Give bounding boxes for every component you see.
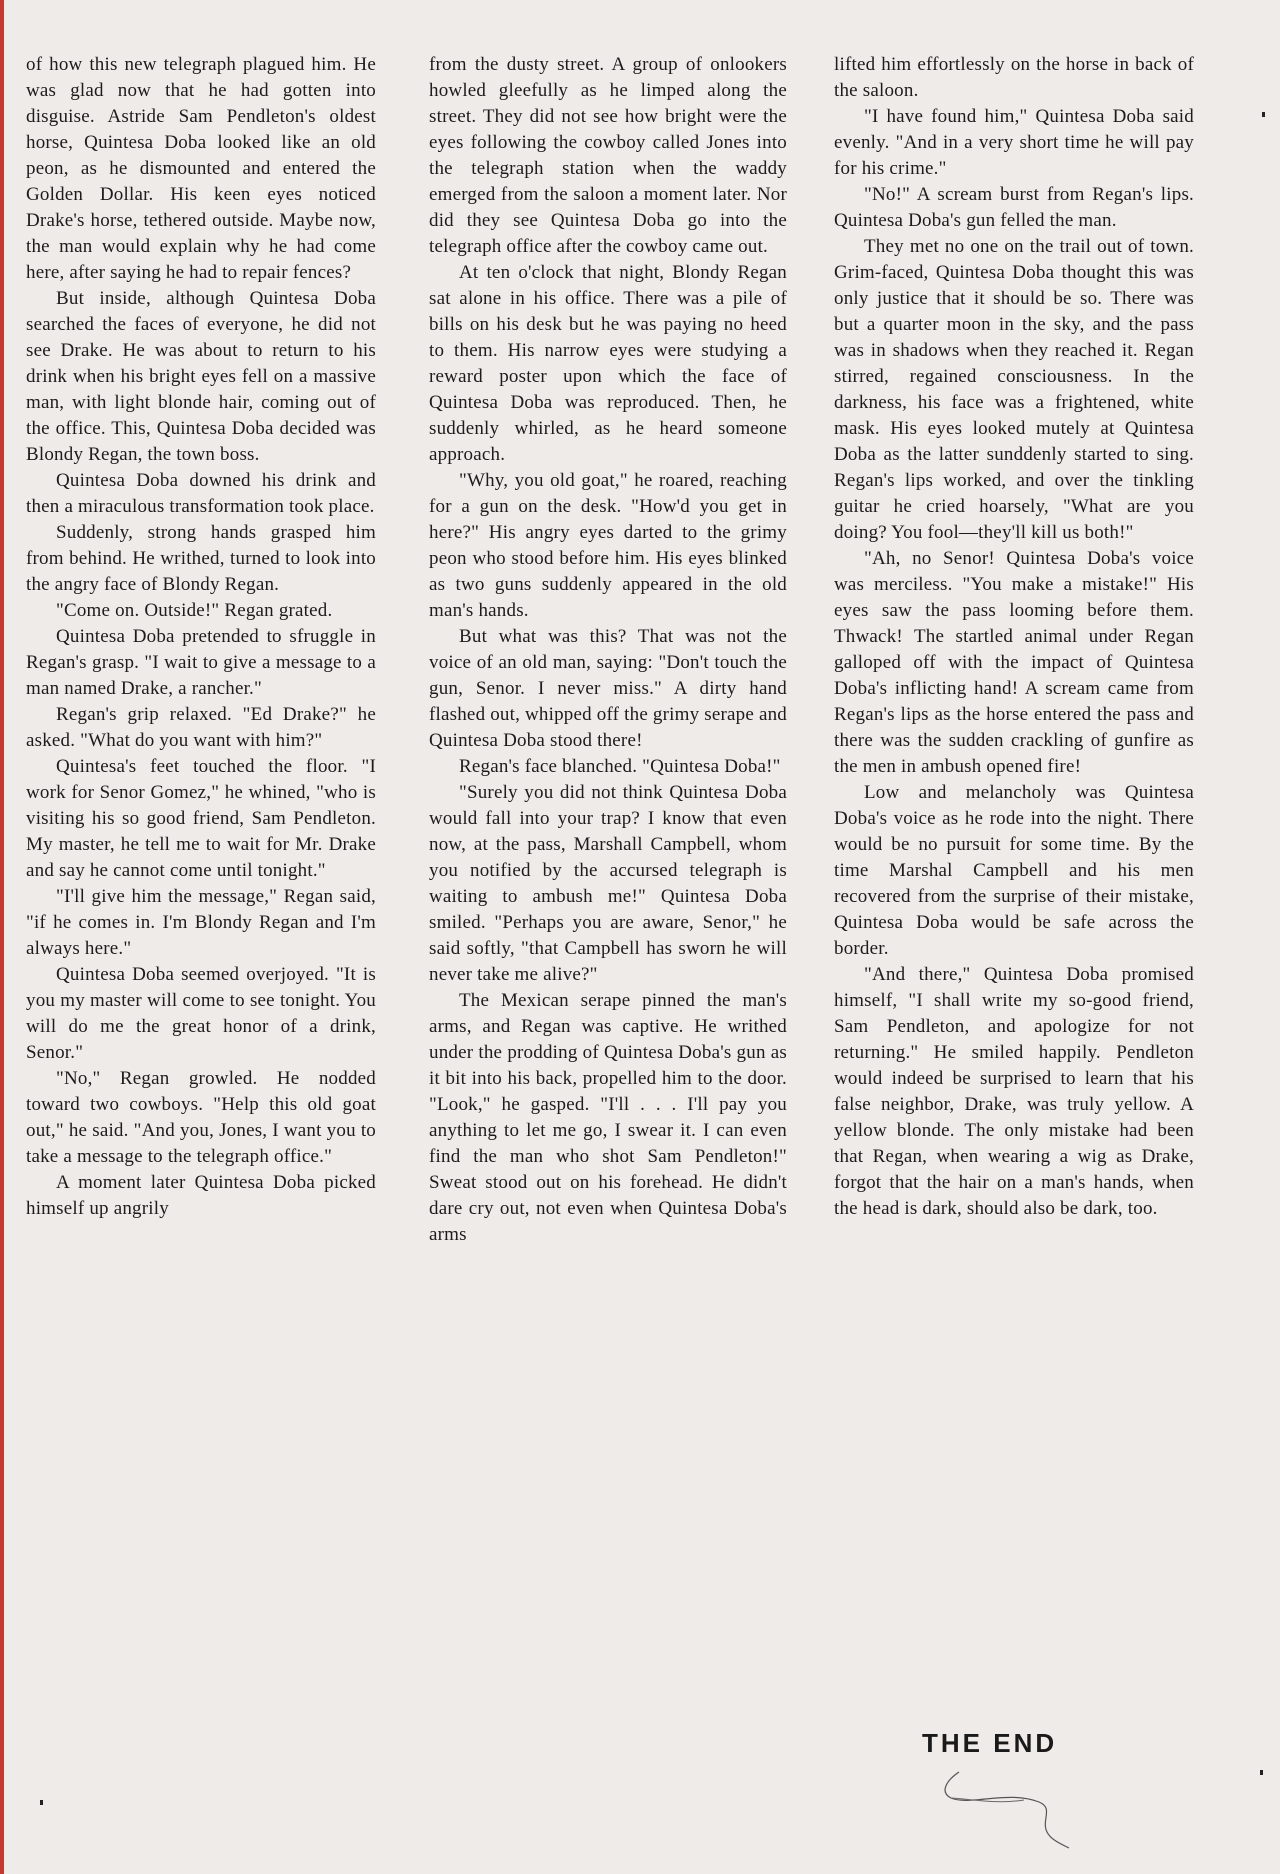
print-speck [40, 1800, 43, 1805]
paragraph: "I have found him," Quintesa Doba said evenly. "And in a very short time he will pay for his crime." [834, 106, 1194, 179]
paragraph: Regan's grip relaxed. "Ed Drake?" he asked. "What do you want with him?" [26, 704, 376, 751]
the-end-label: THE END [922, 1728, 1058, 1758]
paragraph: from the dusty street. A group of onlookers howled gleefully as he limped along the street. They did not see how bright were the eyes following the cowboy called Jones into the telegraph station when the waddy emerged from the saloon a moment later. Nor did they see Quintesa Doba go into the telegraph office after the cowboy came out. [429, 54, 787, 257]
text-column-1 [26, 52, 376, 1222]
paragraph: They met no one on the trail out of town. Grim-faced, Quintesa Doba thought this was only justice that it should be so. There was but a quarter moon in the sky, and the pass was in shadows when they reached it. Regan stirred, regained consciousness. In the darkness, his face was a frightened, white mask. His eyes looked mutely at Quintesa Doba as the latter sunddenly started to sing. Regan's lips worked, and over the tinkling guitar he cried hoarsely, "What are you doing? You fool—they'll kill us both!" [834, 236, 1194, 543]
paragraph: lifted him effortlessly on the horse in back of the saloon. [834, 54, 1194, 101]
paragraph: But inside, although Quintesa Doba searched the faces of everyone, he did not see Drake. He was about to return to his drink when his bright eyes fell on a massive man, with light blonde hair, coming out of the office. This, Quintesa Doba decided was Blondy Regan, the town boss. [26, 288, 376, 465]
paragraph: "I'll give him the message," Regan said, "if he comes in. I'm Blondy Regan and I'm always here." [26, 886, 376, 959]
paragraph: Suddenly, strong hands grasped him from behind. He writhed, turned to look into the angry face of Blondy Regan. [26, 522, 376, 595]
paragraph: Regan's face blanched. "Quintesa Doba!" [459, 756, 781, 777]
paragraph: The Mexican serape pinned the man's arms, and Regan was captive. He writhed under the prodding of Quintesa Doba's gun as it bit into his back, propelled him to the door. "Look," he gasped. "I'll . . . I'll pay you anything to let me go, I swear it. I can even find the man who shot Sam Pendleton!" Sweat stood out on his forehead. He didn't dare cry out, not even when Quintesa Doba's arms [429, 990, 787, 1245]
paragraph: Low and melancholy was Quintesa Doba's voice as he rode into the night. There would be no pursuit for some time. By the time Marshal Campbell and his men recovered from the surprise of their mistake, Quintesa Doba would be safe across the border. [834, 782, 1194, 959]
paragraph: "No," Regan growled. He nodded toward two cowboys. "Help this old goat out," he said. "And you, Jones, I want you to take a message to the telegraph office." [26, 1068, 376, 1167]
paragraph: Quintesa Doba seemed overjoyed. "It is you my master will come to see tonight. You will do me the great honor of a drink, Senor." [26, 964, 376, 1063]
paragraph: Quintesa Doba pretended to sfruggle in Regan's grasp. "I wait to give a message to a man named Drake, a rancher." [26, 626, 376, 699]
paragraph: "Come on. Outside!" Regan grated. [56, 600, 333, 621]
paragraph: Quintesa Doba downed his drink and then a miraculous transformation took place. [26, 470, 376, 517]
print-speck [1260, 1770, 1263, 1775]
paragraph: Quintesa's feet touched the floor. "I work for Senor Gomez," he whined, "who is visiting his so good friend, Sam Pendleton. My master, he tell me to wait for Mr. Drake and say he cannot come until tonight." [26, 756, 376, 881]
print-speck [1262, 112, 1265, 117]
paragraph: At ten o'clock that night, Blondy Regan sat alone in his office. There was a pile of bills on his desk but he was paying no heed to them. His narrow eyes were studying a reward poster upon which the face of Quintesa Doba was reproduced. Then, he suddenly whirled, as he heard someone approach. [429, 262, 787, 465]
flourish-icon [929, 1770, 1079, 1850]
paragraph: But what was this? That was not the voice of an old man, saying: "Don't touch the gun, Senor. I never miss." A dirty hand flashed out, whipped off the grimy serape and Quintesa Doba stood there! [429, 626, 787, 751]
paragraph: "Why, you old goat," he roared, reaching for a gun on the desk. "How'd you get in here?" His angry eyes darted to the grimy peon who stood before him. His eyes blinked as two guns suddenly appeared in the old man's hands. [429, 470, 787, 621]
paragraph: A moment later Quintesa Doba picked himself up angrily [26, 1172, 376, 1219]
text-column-3 [834, 52, 1194, 1222]
paragraph: "Surely you did not think Quintesa Doba would fall into your trap? I know that even now, at the pass, Marshall Campbell, whom you notified by the accursed telegraph is waiting to ambush me!" Quintesa Doba smiled. "Perhaps you are aware, Senor," he said softly, "that Campbell has sworn he will never take me alive?" [429, 782, 787, 985]
paragraph: "And there," Quintesa Doba promised himself, "I shall write my so-good friend, Sam Pendleton, and apologize for not returning." He smiled happily. Pendleton would indeed be surprised to learn that his false neighbor, Drake, was truly yellow. A yellow blonde. The only mistake had been that Regan, when wearing a wig as Drake, forgot that the hair on a man's hands, when the head is dark, should also be dark, too. [834, 964, 1194, 1219]
text-column-2 [429, 52, 787, 1248]
paragraph: of how this new telegraph plagued him. He was glad now that he had gotten into disguise. Astride Sam Pendleton's oldest horse, Quintesa Doba looked like an old peon, as he dismounted and entered the Golden Dollar. His keen eyes noticed Drake's horse, tethered outside. Maybe now, the man would explain why he had come here, after saying he had to repair fences? [26, 54, 376, 283]
paragraph: "Ah, no Senor! Quintesa Doba's voice was merciless. "You make a mistake!" His eyes saw the pass looming before them. Thwack! The startled animal under Regan galloped off with the impact of Quintesa Doba's inflicting hand! A scream came from Regan's lips as the horse entered the pass and there was the sudden crackling of gunfire as the men in ambush opened fire! [834, 548, 1194, 777]
paragraph: "No!" A scream burst from Regan's lips. Quintesa Doba's gun felled the man. [834, 184, 1194, 231]
